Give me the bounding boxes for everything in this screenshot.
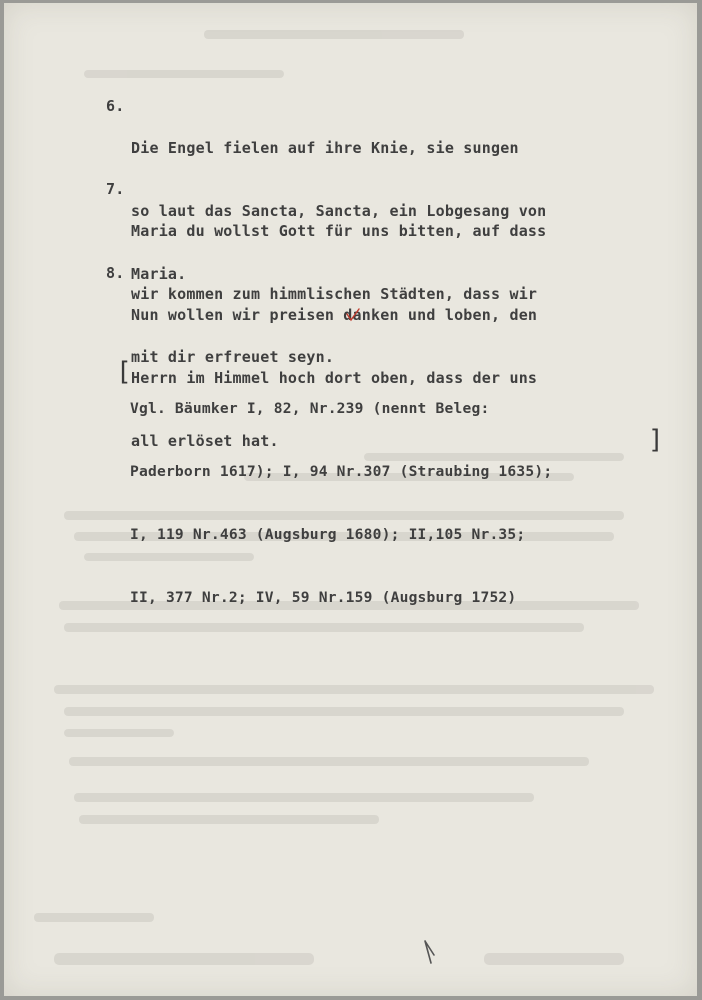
verse-number: 8. <box>106 264 125 282</box>
verse-line: mit dir erfreuet seyn. <box>131 348 335 366</box>
pencil-mark-icon <box>422 937 442 967</box>
open-bracket-icon: [ <box>116 357 132 387</box>
close-bracket-icon: ] <box>648 425 664 455</box>
verse-line: Nun wollen wir preisen danken und loben, den <box>131 306 538 324</box>
verse-line: so laut das Sancta, Sancta, ein Lobgesang von <box>131 202 547 220</box>
reference-line: II, 377 Nr.2; IV, 59 Nr.159 (Augsburg 1752) <box>130 589 517 606</box>
reference-note <box>130 356 552 650</box>
verse-number: 6. <box>106 97 125 115</box>
verse-line: Maria du wollst Gott für uns bitten, auf dass <box>131 222 547 240</box>
verse-line: all erlöset hat. <box>131 432 279 450</box>
verse-line: wir kommen zum himmlischen Städten, dass wir <box>131 285 538 303</box>
reference-line: Vgl. Bäumker I, 82, Nr.239 (nennt Beleg: <box>130 400 490 417</box>
verse-line: Herrn im Himmel hoch dort oben, dass der uns <box>131 369 538 387</box>
reference-line: Paderborn 1617); I, 94 Nr.307 (Straubing 1635); <box>130 463 553 480</box>
reference-line: I, 119 Nr.463 (Augsburg 1680); II,105 Nr.35; <box>130 526 526 543</box>
verse-line: Die Engel fielen auf ihre Knie, sie sungen <box>131 139 519 157</box>
typed-sheet <box>4 3 697 996</box>
verse-line: Maria. <box>131 265 187 283</box>
verse-number: 7. <box>106 180 125 198</box>
check-mark-icon <box>346 308 360 322</box>
